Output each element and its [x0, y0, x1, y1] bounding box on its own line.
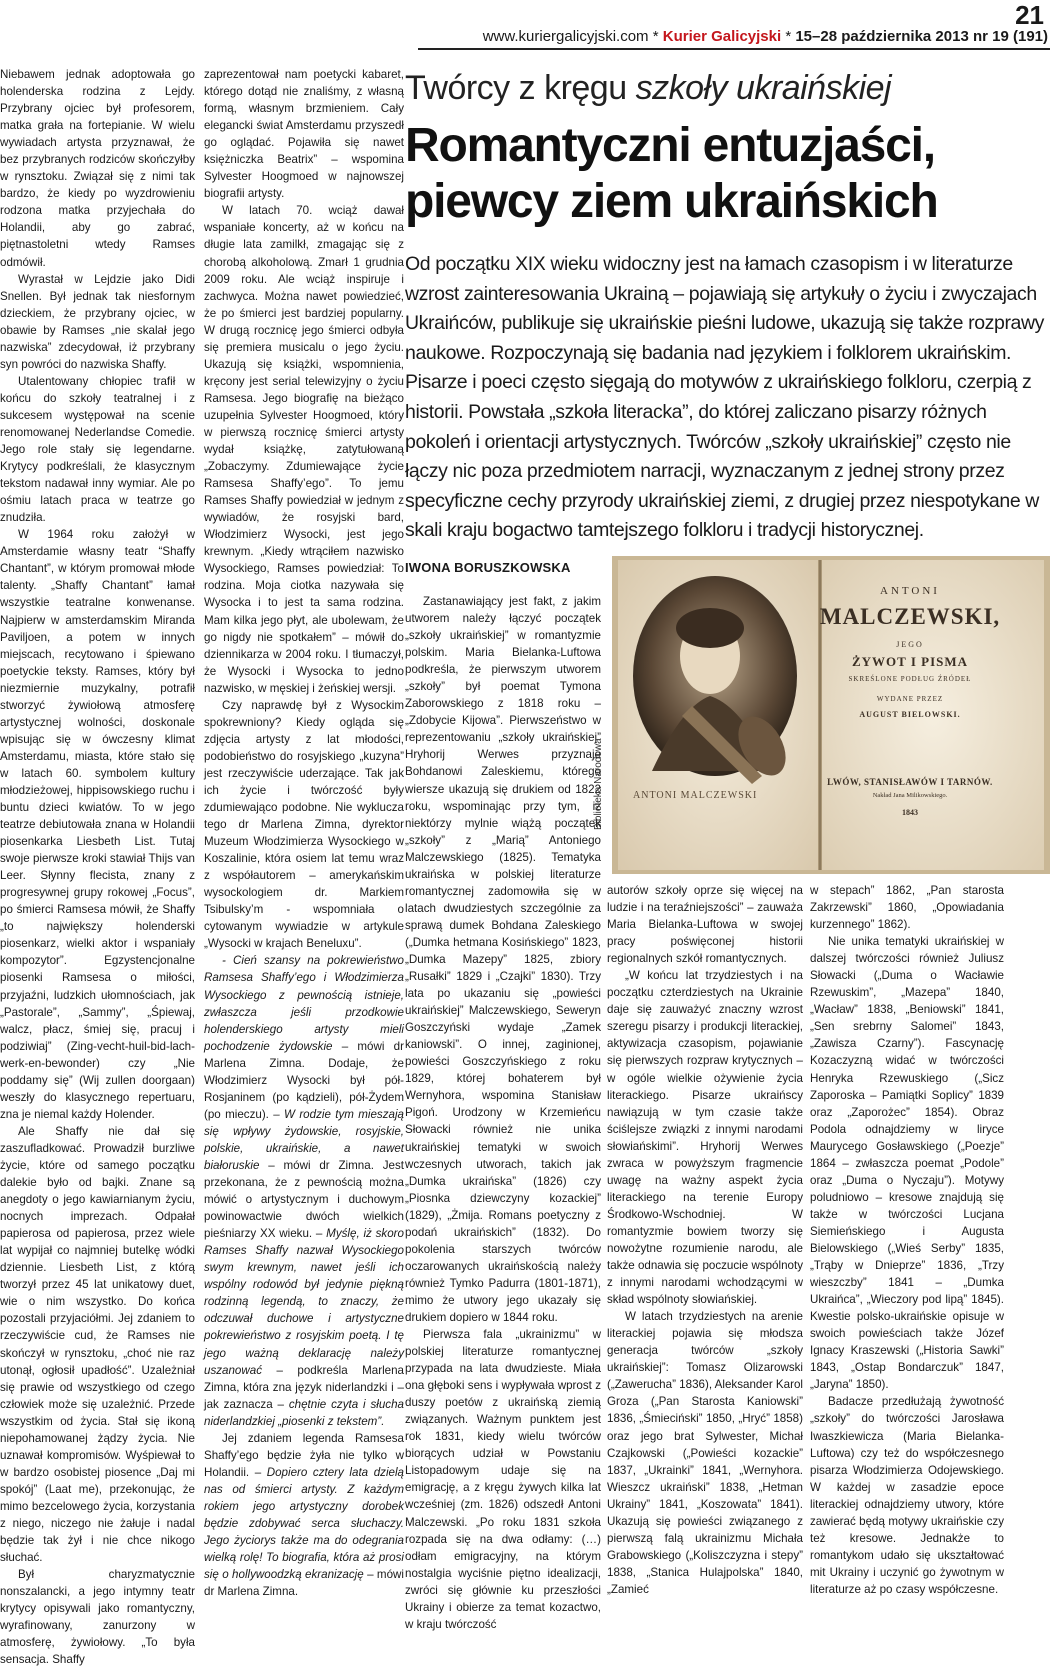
title-page-year: 1843: [902, 808, 918, 817]
paragraph: W 1964 roku założył w Amsterdamie własny teatr “Shaffy Chantant”, w którym promował młode talenty. „Shaffy Chantant” łamał wszystkie teatralne konwenanse. Najpierw w amsterdamskim Miranda Paviljoen, a potem w innych miejscach, recytowano i śpiewano poetyckie teksty. Ramses, który był niezmiernie muzykalny, potrafił stworzyć żywiołową atmosferę artystycznej wolności, doskonale wpisując się w ówczesny klimat Amsterdamu, miasta, które stało się w latach 60. symbolem kultury młodzieżowej, hippisowskiego ruchu i buntu dzieci kwiatów. To w jego teatrze debiutowała znana w Holandii piosenkarka Liesbeth List. Tutaj swoje pierwsze kroki stawiał Thijs van Leer. Słynny flecista, znany z progresywnej grupy rokowej „Focus”, po śmierci Ramsesa mówił, że Shaffy „to największy holenderski piosenkarz, wielki aktor i wspaniały kompozytor”. Egzystencjonalne piosenki Ramsesa o miłości, przyjaźni, ludzkich ułomnościach, jak „Pastorale”, „Sammy”, „Śpiewaj, walcz, płacz, śmiej się, pracuj i podziwiaj” (Zing-vecht-huil-bid-lach-werk-en-bewonder) czy „Nie poddamy się” (Wij zullen doorgaan) weszły do klasycznego repertuaru, zna je niemal każdy Holender.: [0, 528, 195, 1121]
quote-italic: Dopiero cztery lata dzielą nas od śmierci artysty. Z każdym rokiem jego artystyczny dorobek będzie zdobywać serca słuchaczy. Jego życiorys także ma do odegrania wielką rolę! To biografia, która aż prosi się o hollywoodzką ekranizację: [204, 1465, 404, 1582]
quote-italic: - Cień szansy na pokrewieństwo Ramsesa Shaffy’ego i Włodzimierza Wysockiego z pewnością istnieje, zwłaszcza jeśli przodkowie holenderskiego artysty mieli pochodzenie żydowskie: [204, 954, 404, 1053]
title-page-editor: AUGUST BIELOWSKI.: [859, 710, 961, 719]
paragraph: Ale Shaffy nie dał się zaszufladkować. Prowadził burzliwe życie, które od samego początku dalekie było od bajki. Znane są anegdoty o jego kawiarnianym życiu, nocnych imprezach. Odpałał papierosa od papierosa, przez wiele lat wypijał co najmniej butelkę wódki dziennie. Liesbeth List, z którą tworzył przez 45 lat unikatowy duet, wie o nim wszystko. Do końca pozostali przyjaciółmi. Jej zdaniem to rzeczywiście cud, że Ramses nie skończył w rynsztoku, „choć nie raz utonął, ogłosił upadłość”. Uzależniał się prawie od wszystkiego od czego człowiek może się uzależnić. Przede wszystkim od życia. Stał się ikoną niepohamowanej żądzy życia. Nie uznawał kompromisów. Wyśpiewał to w bardzo osobistej piosence „Daj mi spokój” (Laat me), przekonując, że mimo bezcelowego życia, korzystania z niego, niczego nie żałuje i nadal będzie tak żył i nie chce nikogo słuchać.: [0, 1124, 195, 1565]
portrait-caption: ANTONI MALCZEWSKI: [633, 790, 758, 801]
title-page-publisher: Nakład Jana Milikowskiego.: [872, 792, 948, 799]
title-page-name: MALCZEWSKI,: [819, 604, 1001, 629]
text-run: – mówi dr Zimna. Jest przekonana, że z pewnością można mówić o artystycznym i duchowym powinowactwie dwóch wielkich pieśniarzy XX wieku. –: [204, 1159, 404, 1241]
text-column-5: [810, 882, 1004, 1652]
paragraph: Utalentowany chłopiec trafił w końcu do szkoły teatralnej i z sukcesem występował na scenie renomowanej Nederlandse Comedie. Jego role stały się legendarne. Krytycy podkreślali, że klasycznym tekstom nadawał inny wymiar. Ale po ośmiu latach praca w teatrze go znudziła.: [0, 374, 195, 525]
text-run: – mówi dr Marlena Zimna.: [204, 1568, 404, 1599]
title-line: piewcy ziem ukraińskich: [405, 175, 938, 228]
paragraph: W latach 70. wciąż dawał wspaniałe koncerty, aż w końcu na długie lata zamilkł, zmagając się z chorobą alkoholową. Zmarł 1 grudnia 2009 roku. Ale wciąż inspiruje i zachwyca. Można nawet powiedzieć, że po śmierci jest bardziej popularny. W drugą rocznicę jego śmierci odbyła się premiera musicalu o jego życiu. Ukazują się książki, wspomnienia, kręcony jest serial telewizyjny o życiu Ramsesa. Jego biografię na bieżąco uzupełnia Sylvester Hoogmoed, który w pierwszą rocznicę śmierci artysty wydał książkę, zatytułowaną „Zobaczymy. Zdumiewające życie Ramsesa Shaffy’ego”. To jemu Ramses Shaffy powiedział w jednym z wywiadów, że rosyjski bard, Włodzimierz Wysocki, jest jego krewnym. „Kiedy wtrąciłem nazwisko Wysockiego, Ramses powiedział: To rodzina. Moja ciotka nazywała się Wysocka i to jest ta sama rodzina. Mam kilka jego płyt, ale ubolewam, że go nigdy nie spotkałem” – mówił do dziennikarza w 2004 roku. I tłumaczył, że Wysocki i Wysocka to jedno nazwisko, w męskiej i żeńskiej wersji.: [204, 204, 404, 695]
quote-italic: chętnie czyta i słucha niderlandzkiej „piosenki z tekstem”.: [204, 1397, 404, 1428]
text-run: Jej zdaniem legenda Ramsesa Shaffy’ego będzie żyła nie tylko w Holandii. –: [204, 1431, 404, 1479]
site-url[interactable]: www.kuriergalicyjski.com: [482, 28, 649, 45]
title-page-author: ANTONI: [880, 585, 940, 597]
quote-italic: Myślę, iż skoro Ramses Shaffy nazwał Wysockiego swym krewnym, nawet jeśli ich wspólny rodowód był jedynie piękną rodzinną legendą, to znaczy, że odczuwał duchowe i artystyczne pokrewieństwo z rosyjskim poetą. I tę jego ważną deklarację należy uszanować: [204, 1227, 404, 1377]
paragraph: „W końcu lat trzydziestych i na początku czterdziestych na Ukrainie daje się zauważyć znaczny wzrost szeregu pisarzy i produkcji literackiej, aktywizacja czasopism, pojawianie się pierwszych rozpraw krytycznych – w ogóle wielkie ożywienie życia literackiego. Pisarze ukraińscy nawiązują w tym czasie także ściślejsze związki z innymi narodami słowiańskimi”. Hryhorij Werwes zwraca w powyższym fragmencie uwagę na ważny aspekt życia literackiego na terenie Europy Środkowo-Wschodniej. W romantyzmie bowiem tworzy się nowożytne rozumienie narodu, ale także odnawia się poczucie wspólnoty z innymi narodami wchodzącymi w skład wspólnoty słowiańskiej.: [607, 969, 803, 1307]
header-separator: *: [781, 28, 796, 45]
author-byline: IWONA BORUSZKOWSKA: [405, 560, 571, 575]
paragraph: [204, 1430, 404, 1600]
article-lead: Od początku XIX wieku widoczny jest na łamach czasopism i w literaturze wzrost zainteresowania Ukrainą – pojawiają się artykuły o życiu i zwyczajach Ukraińców, publikuje się ukraińskie pieśni ludowe, ukazują się także rozprawy naukowe. Rozpoczynają się badania nad językiem i folklorem ukraińskim. Pisarze i poeci często sięgają do motywów z ukraińskiego folkloru, czerpią z historii. Powstała „szkoła literacka”, do której zaliczano pisarzy różnych pokoleń i orientacji artystycznych. Twórców „szkoły ukraińskiej” często nie łączy nic poza przedmiotem narracji, wyznaczanym z jednej strony przez specyficzne cechy przyrody ukraińskiej ziemi, z drugiej przez niespotykane w skali kraju bogactwo tamtejszego folkloru i tradycji historycznej.: [405, 253, 1045, 542]
header-divider: [418, 48, 1050, 50]
text-column-4: [607, 882, 803, 1652]
text-column-1: [0, 66, 195, 1667]
paragraph: W latach trzydziestych na arenie literackiej pojawia się młodsza generacja twórców „szkoły ukraińskiej”: Tomasz Olizarowski („Zawerucha” 1836), Aleksander Karol Groza („Pan Starosta Kaniowski” 1836, „Śmieciński” 1850, „Hryć” 1858) oraz jego brat Sylwester, Michał Czajkowski („Powieści kozackie” 1837, „Ukrainki” 1841, „Wernyhora. Wieszcz ukraiński” 1838, „Hetman Ukrainy” 1841, „Koszowata” 1841). Ukazują się powieści związanego z pierwszą falą ukrainizmu Michała Grabowskiego („Koliszczyzna i stepy” 1838, „Stanica Hulajpolska” 1840, „Zamieć: [607, 1310, 803, 1596]
title-page-subtitle: SKREŚLONE PODŁUG ŹRÓDEŁ: [848, 675, 972, 683]
quote-italic: – W rodzie tym mieszają się wpływy żydowskie, rosyjskie, polskie, ukraińskie, a nawet białoruskie: [204, 1107, 404, 1172]
article-kicker: [405, 68, 1045, 108]
title-page-jego: JEGO: [896, 640, 924, 649]
kicker-text: Twórcy z kręgu: [405, 69, 636, 107]
paragraph: Niebawem jednak adoptowała go holenderska rodzina z Lejdy. Przybrany ojciec był profesorem, matka grała na fortepianie. W wielu wywiadach artysta przyznawał, że bez przybranych rodziców skończyłby w rynsztoku. Związał się z nimi tak bardzo, że kiedy po wyzdrowieniu rodzona matka przyjechała do Holandii, aby go zabrać, piętnastoletni wtedy Ramses odmówił.: [0, 68, 195, 269]
header-separator: *: [648, 28, 663, 45]
article-title: [405, 118, 1050, 230]
newspaper-name: Kurier Galicyjski: [662, 28, 782, 45]
paragraph: Pierwsza fala „ukrainizmu” w polskiej literaturze romantycznej przypada na lata dwudzieste. Miała ona głęboki sens i wypływała wprost z duszy poetów z ukraińską ziemią związanych. Ważnym punktem jest rok 1831, kiedy wielu twórców biorących udział w Powstaniu Listopadowym udaje się na emigrację, a z kręgu żywych kilka lat wcześniej (zm. 1826) odszedł Antoni Malczewski. „Po roku 1831 szkoła rozpada się na dwa odłamy: (…) odłam emigracyjny, na którym nostalgia wyciśnie piętno idealizacji, zwróci się głównie ku przeszłości Ukrainy i obierze za temat kozactwo, w kraju twórczość: [405, 1328, 601, 1631]
paragraph: w stepach” 1862, „Pan starosta Zakrzewski” 1860, „Opowiadania kurzennego” 1862).: [810, 884, 1004, 932]
kicker-italic: szkoły ukraińskiej: [635, 69, 892, 107]
issue-info: 15–28 października 2013 nr 19 (191): [795, 28, 1048, 45]
paragraph: Zastanawiający jest fakt, z jakim utworem należy łączyć początek „szkoły ukraińskiej” w romantyzmie polskim. Maria Bielanka-Luftowa podkreśla, że pierwszym utworem „szkoły” był poemat Tymona Zaborowskiego z 1818 roku – „Zdobycie Kijowa”. Pierwszeństwo w reprezentowaniu „szkoły ukraińskiej” Hryhorij Werwes przyznaje Bohdanowi Zaleskiemu, którego wiersze ukazują się drukiem od 1822 roku, wspominając przy tym, iż niektórzy mylnie wiążą początek „szkoły” z „Marią” Antoniego Malczewskiego (1825). Tematyka ukraińska w polskiej literaturze romantycznej zadomowiła się w latach dwudziestych szczególnie za sprawą dumek Bohdana Zaleskiego („Dumka hetmana Kosińskiego” 1823, „Dumka Mazepy” 1825, zbiory „Rusałki” 1829 i „Czajki” 1830). Trzy lata po ukazaniu się „powieści ukraińskiej” Malczewskiego, Seweryn Goszczyński wydaje „Zamek kaniowski”. O innej, zaginionej, powieści Goszczyńskiego z roku 1829, której bohaterem był Wernyhora, wspomina Stanisław Pigoń. Urodzony w Krzemieńcu Słowacki również nie unika ukraińskiej tematyki w swoich wczesnych utworach, takich jak „Dumka ukraińska” (1826) czy „Piosnka dziewczyny kozackiej” (1829), „Żmija. Romans poetyczny z podań ukraińskich” (1832). Do pokolenia starszych twórców oczarowanych ukraińskością należy również Tymko Padurra (1801-1871), mimo że utwory jego ukazały się drukiem dopiero w 1844 roku.: [405, 595, 601, 1324]
text-column-3: [405, 593, 601, 1653]
text-run: – podkreśla Marlena Zimna, która zna język niderlandzki i – jak zaznacza –: [204, 1363, 404, 1411]
paragraph: [204, 952, 404, 1429]
text-run: – mówi dr Marlena Zimna. Dodaje, że Włodzimierz Wysocki był pół-Rosjaninem (po kądzieli), pół-Żydem (po mieczu).: [204, 1039, 404, 1121]
paragraph: Badacze przedłużają żywotność „szkoły” do twórczości Jarosława Iwaszkiewicza (Maria Bielanka-Luftowa) czy też do współczesnego pisarza Włodzimierza Odojewskiego. W każdej w zasadzie epoce literackiej odnajdziemy utwory, które zawierać będą motywy ukraińskie czy też kresowe. Jednakże to romantykom udało się ukształtować mit Ukrainy i uczynić go żywotnym w literaturze aż po czasy współczesne.: [810, 1395, 1004, 1596]
paragraph: Nie unika tematyki ukraińskiej w dalszej twórczości również Juliusz Słowacki („Duma o Wacławie Rzewuskim”, „Mazepa” 1840, „Wacław” 1838, „Beniowski” 1841, „Sen srebrny Salomei” 1843, „Zawisza Czarny”). Fascynację Kozaczyzną widać w twórczości Henryka Rzewuskiego („Sicz Zaporoska – Pamiątki Soplicy” 1839 oraz „Zaporożec” 1854). Obraz Podola odnajdziemy w liryce Maurycego Gosławskiego („Poezje” 1864 – zwłaszcza poemat „Podole” oraz „Duma o Nyczaju”). Motywy poludniowo – kresowe znajdują się także w twórczości Lucjana Siemieńskiego i Augusta Bielowskiego („Wieś Serby” 1835, „Trąby w Dnieprze” 1836, „Trzy wieszczby” 1841 – „Dumka Ukraińca”, „Wieczory pod lipą” 1845). Kwestie polsko-ukraińskie opisuje w swoich powieściach także Józef Ignacy Kraszewski („Historia Sawki” 1843, „Ostap Bondarczuk” 1847, „Jaryna” 1850).: [810, 935, 1004, 1392]
paragraph: Był charyzmatycznie nonszalancki, a jego intymny teatr krytycy opisywali jako romantyczny, wyrafinowany, zanurzony w atmosferę, żywiołowy. „To była sensacja. Shaffy: [0, 1568, 195, 1667]
title-page-zywot: ŻYWOT I PISMA: [851, 654, 969, 669]
page-header: [420, 28, 1048, 45]
photo-credit: Biblioteka Narodowa: [593, 738, 604, 830]
paragraph: zaprezentował nam poetycki kabaret, którego dotąd nie znaliśmy, z własną formą, własnym brzmieniem. Cały elegancki świat Amsterdamu przyszedł go oglądać. Pojawiła się nawet księżniczka Beatrix” – wspomina Sylvester Hoogmoed w najnowszej biografii artysty.: [204, 68, 404, 201]
title-page-editor-label: WYDANE PRZEZ: [876, 695, 944, 703]
page-number: 21: [1015, 0, 1044, 30]
title-line: Romantyczni entuzjaści,: [405, 119, 935, 172]
paragraph: Wyrastał w Lejdzie jako Didi Snellen. Był jednak tak niesfornym dzieckiem, że przybrany ojciec, w obawie by Ramses „nie skalał jego nazwiska” zdecydował, iż przybrany syn powróci do nazwiska Shaffy.: [0, 272, 195, 371]
title-page-place: LWÓW, STANISŁAWÓW I TARNÓW.: [827, 777, 993, 787]
paragraph: Czy naprawdę był z Wysockim spokrewniony? Kiedy ogląda się zdjęcia artysty z lat młodości, podobieństwo do rosyjskiego „kuzyna” jest rzeczywiście uderzające. Tak jak ich życie i twórczość były zdumiewająco podobne. Nie wyklucza tego dr Marlena Zimna, dyrektor Muzeum Włodzimierza Wysockiego w Koszalinie, która osiem lat temu wraz z współautorem – amerykańskim wysockologiem dr. Markiem Tsibulsky’m - wspomniała o cytowanym wywiadzie w artykule „Wysocki w krajach Beneluxu”.: [204, 698, 404, 951]
paragraph: autorów szkoły oprze się więcej na ludzie i na teraźniejszości” – zauważa Maria Bielanka-Luftowa w swojej pracy poświęconej historii regionalnych szkół romantycznych.: [607, 884, 803, 966]
text-column-2: [204, 66, 404, 1652]
